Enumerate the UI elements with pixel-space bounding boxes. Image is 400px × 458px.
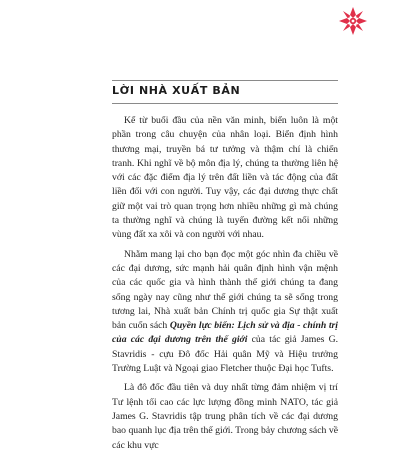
red-blossom-logo-icon xyxy=(338,6,368,36)
heading-rule-top xyxy=(112,80,338,81)
paragraph-2-tail: của tác giả James G. Stavridis - cựu Đô đốc Hải quân Mỹ và Hiệu trưởng Trường Luật và Ngoại giao Fletcher thuộc Đại học Tufts. xyxy=(112,334,338,375)
paragraph-3: Là đô đốc đầu tiên và duy nhất từng đảm nhiệm vị trí Tư lệnh tối cao các lực lượng đồng minh NATO, tác giả James G. Stavridis tập trung phân tích về các đại dương bao quanh lục địa trên thế giới. Trong bảy chương sách về các khu vực xyxy=(112,382,338,451)
paragraph-1: Kể từ buổi đầu của nền văn minh, biển luôn là một phần trong câu chuyện của nhân loại. Biển định hình thương mại, truyền bá tư tưởng và thậm chí là chiến tranh. Khi nghĩ về bộ môn địa lý, chúng ta thường liên hệ với các đặc điểm địa lý trên đất liền và tác động của đất liền đối với con người. Tuy vậy, các đại dương thực chất giữ một vai trò quan trọng hơn nhiều những gì mà chúng ta thường nghĩ và chúng là tuyến đường kết nối những vùng đất xa xôi và con người với nhau. xyxy=(112,115,338,241)
body-text xyxy=(112,114,338,458)
heading-block xyxy=(112,80,338,104)
page-heading: LỜI NHÀ XUẤT BẢN xyxy=(112,84,241,97)
book-title: Quyền lực biển: Lịch sử và địa - chính trị của các đại dương trên thế giới xyxy=(112,320,338,346)
paragraph-2 xyxy=(112,248,338,377)
paragraph-2-lead: Nhằm mang lại cho bạn đọc một góc nhìn đa chiều về các đại dương, sức mạnh hải quân định hình vận mệnh của các quốc gia và hình thành thế giới chúng ta đang sống ngày nay cũng như thế giới chúng ta sẽ sống trong tương lai, Nhà xuất bản Chính trị quốc gia Sự thật xuất bản cuốn sách xyxy=(112,248,338,332)
heading-rule-bottom xyxy=(112,103,338,104)
